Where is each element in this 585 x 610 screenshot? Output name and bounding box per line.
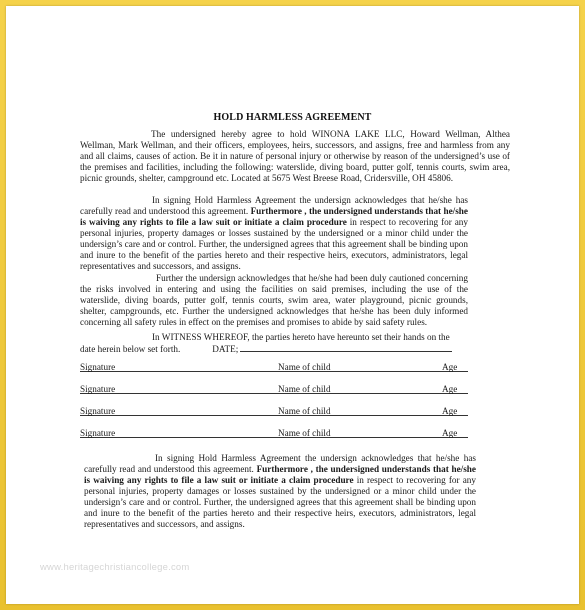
paragraph-acknowledgement-repeat [84,453,476,530]
signature-label: Signature [80,362,116,372]
paragraph-acknowledgement-rest: in respect to recovering for any personal injuries, property damages or losses sustained by the undersigned or a minor child under the undersign’s care and or control. Further, the undersigned agrees that this agreement shall be binding upon and inure to the benefit of the parties hereto and their respective heirs, executors, administrators, legal representatives and successors, and assigns. [80,217,468,272]
age-label: Age [442,384,458,394]
paragraph-hold-harmless [80,129,510,184]
paragraph-repeat-intro: In signing Hold Harmless Agreement the undersign acknowledges that he/she has carefully read and understood this agreement. [84,453,476,475]
child-name-label: Name of child [278,362,331,372]
paragraph-risks [80,273,468,328]
witness-clause [80,332,480,355]
paragraph-risks-text: Further the undersign acknowledges that he/she had been duly cautioned concerning the risks involved in entering and using the facilities on said premises, including the use of the waterslide, diving boards, putter golf, tennis courts, swim area, water playground, picnic grounds, shelter, campgrounds, etc. Further the undersigned acknowledges that he/she has been duly informed concerning all safety rules in effect on the premises and promises to abide by said safety rules. [80,273,468,328]
paragraph-hold-harmless-text: The undersigned hereby agree to hold WINONA LAKE LLC, Howard Wellman, Althea Wellman, Mark Wellman, and their officers, employees, heirs, successors, and assigns, free and harmless from any and all claims, causes of action. Be it in nature of personal injury or otherwise by reason of the undersigned’s use of the premises and facilities, including the following: waterslide, diving board, putter golf, tennis courts, swim area, picnic grounds, shelter, campground etc. Located at 5675 West Breese Road, Cridersville, OH 45806. [80,129,510,184]
child-name-label: Name of child [278,384,331,394]
witness-line-1: In WITNESS WHEREOF, the parties hereto have hereunto set their hands on the [152,332,450,342]
watermark-text: www.heritagechristiancollege.com [40,562,190,573]
paragraph-repeat-waiver: Furthermore , the undersigned understands that he/she is waiving any rights to file a law suit or initiate a claim procedure [84,464,476,486]
signature-row[interactable] [80,379,468,394]
witness-line-2: date herein below set forth. [80,344,181,354]
signature-row[interactable] [80,401,468,416]
child-name-label: Name of child [278,406,331,416]
document-page [6,6,579,604]
age-label: Age [442,362,458,372]
paragraph-repeat-rest: in respect to recovering for any personal injuries, property damages or losses sustained by the undersigned or a minor child under the undersign’s care and or control. Further, the undersigned agrees that this agreement shall be binding upon and inure to the benefit of the parties hereto and their respective heirs, executors, administrators, legal representatives and successors, and assigns. [84,475,476,530]
signature-label: Signature [80,384,116,394]
child-name-label: Name of child [278,428,331,438]
signature-row[interactable] [80,357,468,372]
paragraph-acknowledgement-intro: In signing Hold Harmless Agreement the undersign acknowledges that he/she has carefully read and understood this agreement. [80,195,468,217]
age-label: Age [442,406,458,416]
date-field-line[interactable] [240,343,452,352]
signature-label: Signature [80,428,116,438]
paragraph-acknowledgement [80,195,468,272]
paragraph-acknowledgement-waiver: Furthermore , the undersigned understands that he/she is waiving any rights to file a law suit or initiate a claim procedure [80,206,468,228]
signature-label: Signature [80,406,116,416]
date-label: DATE; [212,344,239,354]
age-label: Age [442,428,458,438]
document-title: HOLD HARMLESS AGREEMENT [213,112,372,123]
signature-row[interactable] [80,423,468,438]
